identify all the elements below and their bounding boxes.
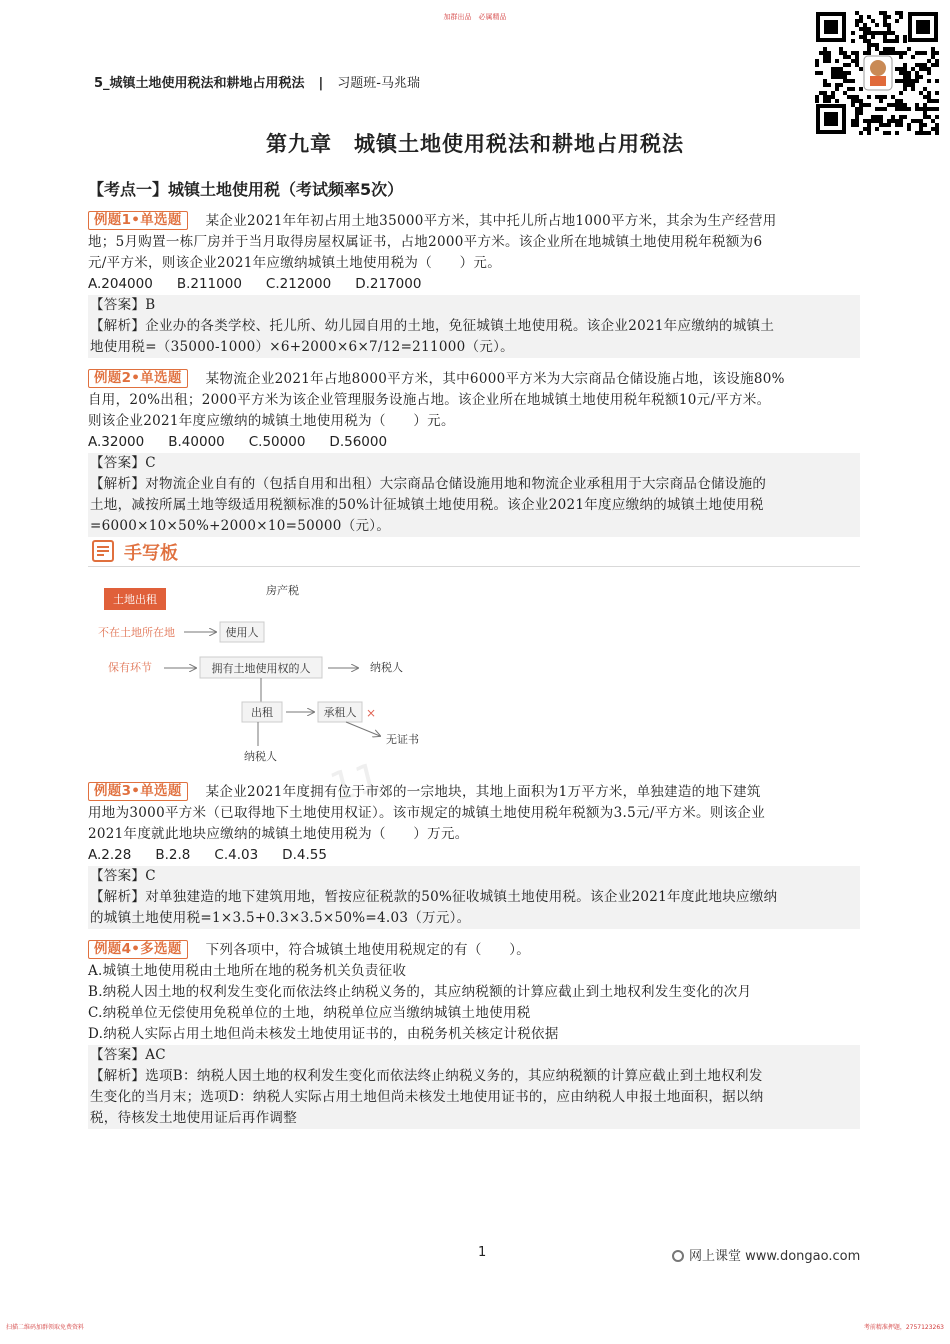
analysis-line: 【解析】对单独建造的地下建筑用地，暂按应征税款的50%征收城镇土地使用税。该企业2021年度此地块应缴纳 bbox=[90, 889, 778, 905]
question-4 bbox=[88, 940, 860, 1129]
analysis bbox=[88, 887, 860, 929]
footer-right-note: 考前精准押题，2757123263 bbox=[863, 1324, 944, 1331]
diagram-cross: × bbox=[366, 706, 377, 720]
option: D.56000 bbox=[329, 434, 388, 450]
analysis-line: 土地，减按所属土地等级适用税额标准的50%计征城镇土地使用税。该企业2021年度应缴纳的城镇土地使用税 bbox=[90, 497, 764, 513]
stem-line: 某企业2021年年初占用土地35000平方米，其中托儿所占地1000平方米，其余为生产经营用 bbox=[205, 213, 777, 229]
diagram-user: 使用人 bbox=[225, 626, 259, 639]
diagram-lease: 出租 bbox=[251, 706, 273, 719]
header-course: 习题班-马兆瑞 bbox=[337, 76, 420, 91]
option: A.2.28 bbox=[88, 847, 132, 863]
analysis-line: 税，待核发土地使用证后再作调整 bbox=[90, 1110, 297, 1126]
diagram-red-label: 土地出租 bbox=[113, 593, 157, 606]
brand-footer bbox=[672, 1245, 860, 1264]
option: A.32000 bbox=[88, 434, 145, 450]
stem-line: 某物流企业2021年占地8000平方米，其中6000平方米为大宗商品仓储设施占地，该设施80% bbox=[205, 371, 785, 387]
diagram-lessee: 承租人 bbox=[323, 706, 357, 719]
option: C.4.03 bbox=[214, 847, 259, 863]
options-row bbox=[88, 274, 860, 295]
stem-line: 则该企业2021年度应缴纳的城镇土地使用税为（ ）元。 bbox=[88, 413, 455, 429]
answer: 【答案】C bbox=[88, 453, 860, 474]
chapter-title: 第九章 城镇土地使用税法和耕地占用税法 bbox=[266, 132, 684, 156]
question-tag: 例题4•多选题 bbox=[88, 940, 188, 959]
question-tag: 例题3•单选题 bbox=[88, 782, 188, 801]
analysis-line: 【解析】对物流企业自有的（包括自用和出租）大宗商品仓储设施用地和物流企业承租用于大宗商品仓储设施的 bbox=[90, 476, 767, 492]
question-stem bbox=[88, 369, 860, 390]
question-stem bbox=[88, 940, 860, 961]
answer: 【答案】C bbox=[88, 866, 860, 887]
brand-text: 网上课堂 www.dongao.com bbox=[689, 1249, 861, 1264]
stem-line: 用地为3000平方米（已取得地下土地使用权证）。该市规定的城镇土地使用税年税额为3.5元/平方米。则该企业 bbox=[88, 805, 766, 821]
stem-line: 自用，20%出租；2000平方米为该企业管理服务设施占地。该企业所在地城镇土地使用税年税额10元/平方米。 bbox=[88, 392, 771, 408]
stem-line: 地；5月购置一栋厂房并于当月取得房屋权属证书，占地2000平方米。该企业所在地城镇土地使用税年税额为6 bbox=[88, 234, 763, 250]
diagram-taxpayer: 纳税人 bbox=[370, 661, 403, 674]
question-tag: 例题1•单选题 bbox=[88, 211, 188, 230]
header-chapter: 5_城镇土地使用税法和耕地占用税法 bbox=[94, 76, 305, 91]
analysis bbox=[88, 474, 860, 537]
options-row bbox=[88, 432, 860, 453]
question-2 bbox=[88, 369, 860, 537]
diagram-no-cert: 无证书 bbox=[386, 733, 419, 746]
option: C.212000 bbox=[265, 276, 332, 292]
diagram-taxpayer2: 纳税人 bbox=[244, 750, 277, 763]
stem-line: 某企业2021年度拥有位于市郊的一宗地块，其地上面积为1万平方米，单独建造的地下建筑 bbox=[205, 784, 761, 800]
option: D.217000 bbox=[355, 276, 422, 292]
handwriting-diagram bbox=[88, 572, 860, 768]
option: B.2.8 bbox=[155, 847, 191, 863]
analysis-line: 【解析】选项B：纳税人因土地的权利发生变化而依法终止纳税义务的，其应纳税额的计算应截止到土地权利发 bbox=[90, 1068, 763, 1084]
handwriting-header bbox=[88, 538, 860, 567]
option: D.4.55 bbox=[282, 847, 327, 863]
question-3 bbox=[88, 782, 860, 929]
question-stem bbox=[88, 782, 860, 803]
page-number: 1 bbox=[478, 1245, 487, 1260]
question-1 bbox=[88, 211, 860, 358]
answer: 【答案】AC bbox=[88, 1045, 860, 1066]
brand-logo-icon bbox=[672, 1250, 684, 1262]
option: D.纳税人实际占用土地但尚未核发土地使用证书的，由税务机关核定计税依据 bbox=[88, 1026, 559, 1042]
question-tag: 例题2•单选题 bbox=[88, 369, 188, 388]
option: B.纳税人因土地的权利发生变化而依法终止纳税义务的，其应纳税额的计算应截止到土地权利发生变化的次月 bbox=[88, 984, 752, 1000]
watermark: 11 bbox=[325, 754, 386, 812]
diagram-owner: 拥有土地使用权的人 bbox=[211, 662, 311, 675]
stem-line: 元/平方米，则该企业2021年应缴纳城镇土地使用税为（ ）元。 bbox=[88, 255, 502, 271]
diagram-not-local: 不在土地所在地 bbox=[98, 626, 175, 639]
analysis-line: 的城镇土地使用税=1×3.5+0.3×3.5×50%=4.03（万元）。 bbox=[90, 910, 471, 926]
diagram-retain: 保有环节 bbox=[108, 661, 152, 674]
option: A.204000 bbox=[88, 276, 153, 292]
option: C.50000 bbox=[248, 434, 306, 450]
options-row bbox=[88, 845, 860, 866]
option: C.纳税单位无偿使用免税单位的土地，纳税单位应当缴纳城镇土地使用税 bbox=[88, 1005, 531, 1021]
analysis bbox=[88, 1066, 860, 1129]
page-header bbox=[94, 72, 420, 91]
qr-code-icon bbox=[814, 10, 940, 136]
analysis-line: =6000×10×50%+2000×10=50000（元）。 bbox=[90, 518, 391, 534]
footer-left-note: 扫描二维码加群领取免费资料 bbox=[6, 1324, 85, 1331]
stem-line: 2021年度就此地块应缴纳的城镇土地使用税为（ ）万元。 bbox=[88, 826, 469, 842]
notepad-icon bbox=[92, 540, 114, 562]
handwriting-title: 手写板 bbox=[124, 543, 178, 564]
analysis-line: 生变化的当月末；选项D：纳税人实际占用土地但尚未核发土地使用证书的，应由纳税人申报土地面积，据以纳 bbox=[90, 1089, 764, 1105]
analysis-line: 【解析】企业办的各类学校、托儿所、幼儿园自用的土地，免征城镇土地使用税。该企业2021年应缴纳的城镇土 bbox=[90, 318, 775, 334]
option: B.211000 bbox=[176, 276, 242, 292]
section-title: 【考点一】城镇土地使用税（考试频率5次） bbox=[88, 180, 404, 199]
top-note: 加群出品 必属精品 bbox=[443, 13, 507, 21]
question-stem bbox=[88, 211, 860, 232]
option: B.40000 bbox=[168, 434, 225, 450]
analysis bbox=[88, 316, 860, 358]
answer: 【答案】B bbox=[88, 295, 860, 316]
stem-line: 下列各项中，符合城镇土地使用税规定的有（ ）。 bbox=[205, 942, 531, 958]
option: A.城镇土地使用税由土地所在地的税务机关负责征收 bbox=[88, 963, 407, 979]
diagram-property-tax: 房产税 bbox=[266, 584, 299, 597]
header-separator: | bbox=[318, 76, 324, 91]
analysis-line: 地使用税=（35000-1000）×6+2000×6×7/12=211000（元）。 bbox=[90, 339, 514, 355]
